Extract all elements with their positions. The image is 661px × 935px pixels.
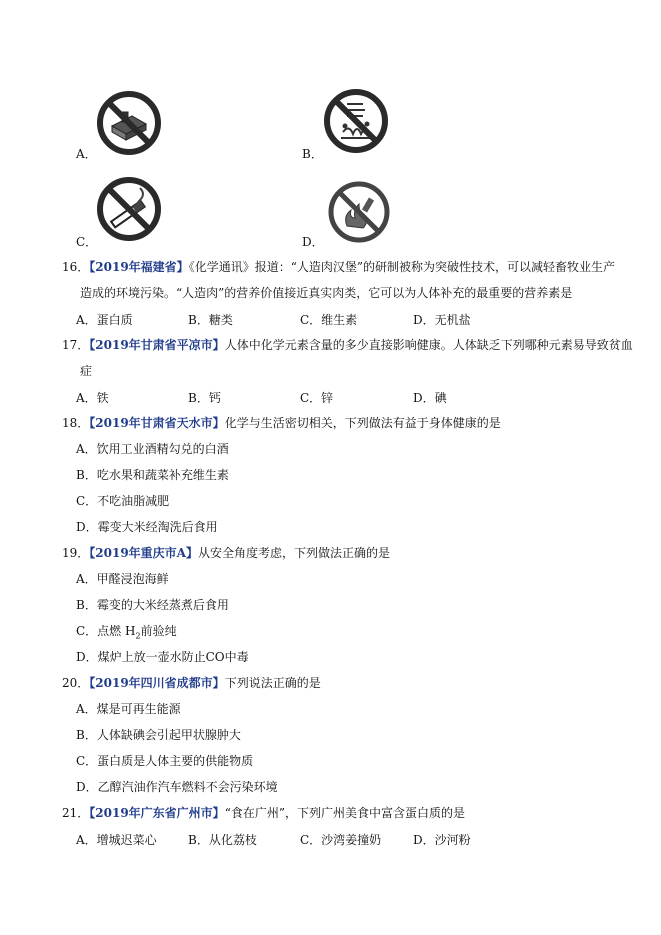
question-number: 21． [62, 806, 90, 820]
option-c-tail: 前验纯 [140, 624, 177, 638]
question-stem: 《化学通讯》报道：“人造肉汉堡”的研制被称为突破性技术，可以减轻畜牧业生产 [188, 260, 615, 274]
option-b[interactable]: B．钙 [188, 391, 221, 405]
option-b[interactable]: B．从化荔枝 [188, 833, 257, 847]
question-number: 20． [62, 676, 90, 690]
option-d[interactable]: D．乙醇汽油作汽车燃料不会污染环境 [76, 780, 278, 794]
option-d[interactable]: D．碘 [413, 391, 447, 405]
option-d[interactable]: D．沙河粉 [413, 833, 471, 847]
question-source: 【2019年广东省广州市】 [89, 806, 225, 820]
question-stem: 下列说法正确的是 [224, 676, 321, 690]
option-b[interactable]: B．糖类 [188, 313, 233, 327]
option-c[interactable]: C．锌 [300, 391, 334, 405]
sign-label-a: A． [76, 147, 97, 161]
option-c[interactable] [76, 623, 177, 644]
no-burning-leaves-sign-icon [323, 88, 389, 154]
no-open-fire-sign-icon [327, 180, 391, 244]
sign-label-c: C． [76, 235, 98, 249]
option-b[interactable]: B．人体缺碘会引起甲状腺肿大 [76, 728, 241, 742]
sign-label-b: B． [302, 147, 323, 161]
question-number: 18． [62, 416, 90, 430]
option-a[interactable]: A．甲醛浸泡海鲜 [76, 572, 169, 586]
option-a[interactable]: A．增城迟菜心 [76, 833, 157, 847]
question-stem-continued: 造成的环境污染。“人造肉”的营养价值接近真实肉类，它可以为人体补充的最重要的营养素是 [80, 286, 573, 300]
question-source: 【2019年重庆市A】 [89, 546, 198, 560]
question-source: 【2019年福建省】 [89, 260, 189, 274]
question-number: 17． [62, 338, 90, 352]
question-number: 16． [62, 260, 90, 274]
option-b[interactable]: B．吃水果和蔬菜补充维生素 [76, 468, 229, 482]
question-source: 【2019年甘肃省天水市】 [89, 416, 225, 430]
option-a[interactable]: A．蛋白质 [76, 313, 133, 327]
option-a[interactable]: A．铁 [76, 391, 109, 405]
question-source: 【2019年甘肃省平凉市】 [89, 338, 225, 352]
option-b[interactable]: B．霉变的大米经蒸煮后食用 [76, 598, 229, 612]
option-a[interactable]: A．煤是可再生能源 [76, 702, 181, 716]
option-c-text: C．点燃 [76, 624, 122, 638]
question-stem: 化学与生活密切相关，下列做法有益于身体健康的是 [224, 416, 501, 430]
option-a[interactable]: A．饮用工业酒精勾兑的白酒 [76, 442, 229, 456]
option-d[interactable]: D．霉变大米经淘洗后食用 [76, 520, 218, 534]
sign-label-d: D． [302, 235, 324, 249]
option-c[interactable]: C．维生素 [300, 313, 358, 327]
question-source: 【2019年四川省成都市】 [89, 676, 225, 690]
option-c[interactable]: C．沙湾姜撞奶 [300, 833, 382, 847]
option-d[interactable]: D．煤炉上放一壶水防止CO中毒 [76, 650, 249, 664]
question-stem: “食在广州”，下列广州美食中富含蛋白质的是 [224, 806, 465, 820]
no-fireworks-box-sign-icon [96, 90, 162, 156]
question-stem: 从安全角度考虑，下列做法正确的是 [198, 546, 391, 560]
option-d[interactable]: D．无机盐 [413, 313, 471, 327]
question-stem: 人体中化学元素含量的多少直接影响健康。人体缺乏下列哪种元素易导致贫血 [224, 338, 633, 352]
hydrogen-formula: $H_2$ [125, 624, 141, 641]
no-smoking-sign-icon [96, 176, 162, 242]
option-c[interactable]: C．不吃油脂减肥 [76, 494, 170, 508]
question-stem-continued: 症 [80, 364, 93, 378]
option-c[interactable]: C．蛋白质是人体主要的供能物质 [76, 754, 254, 768]
question-number: 19． [62, 546, 90, 560]
